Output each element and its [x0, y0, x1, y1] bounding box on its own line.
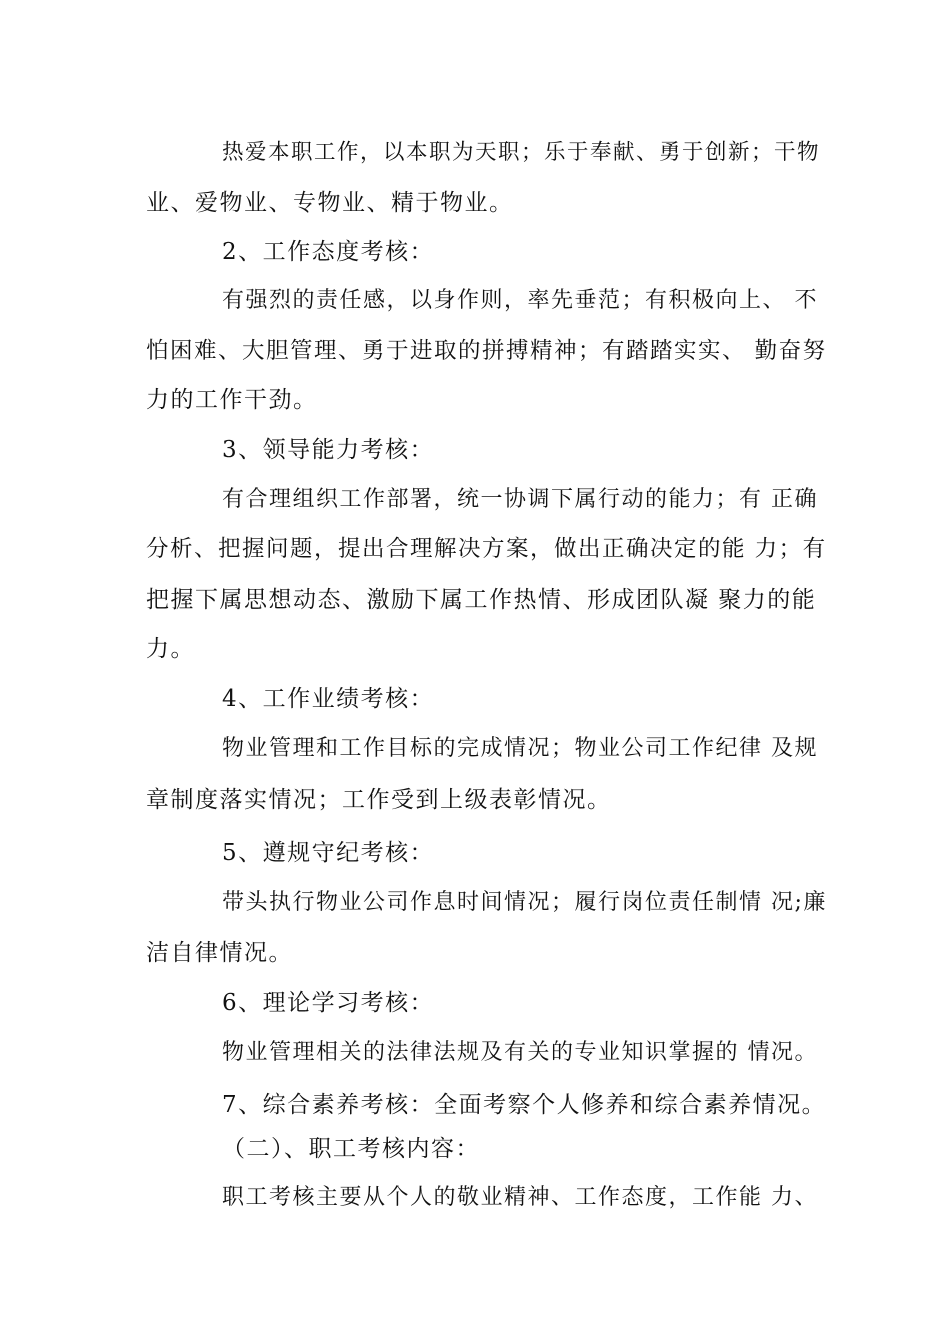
- paragraph-line: 带头执行物业公司作息时间情况；履行岗位责任制情 况;廉: [222, 890, 827, 915]
- paragraph-line: 职工考核主要从个人的敬业精神、工作态度，工作能 力、: [222, 1185, 818, 1210]
- section-heading: （二）、职工考核内容：: [222, 1136, 480, 1162]
- section-heading: 6、理论学习考核：: [222, 990, 435, 1016]
- paragraph-line: 力的工作干劲。: [146, 387, 318, 413]
- section-heading: 2、工作态度考核：: [222, 239, 435, 265]
- paragraph-line: 热爱本职工作，以本职为天职；乐于奉献、勇于创新；干物: [222, 140, 821, 165]
- paragraph-line: 力。: [146, 636, 195, 662]
- paragraph-line: 业、爱物业、专物业、精于物业。: [146, 190, 514, 216]
- section-heading: 5、遵规守纪考核：: [222, 840, 435, 866]
- paragraph-line: 怕困难、大胆管理、勇于进取的拼搏精神；有踏踏实实、 勤奋努: [146, 338, 827, 364]
- paragraph-line: 洁自律情况。: [146, 940, 293, 966]
- paragraph-line: 把握下属思想动态、激励下属工作热情、形成团队凝 聚力的能: [146, 587, 817, 613]
- section-heading: 7、综合素养考核：全面考察个人修养和综合素养情况。: [222, 1092, 827, 1118]
- paragraph-line: 物业管理相关的法律法规及有关的专业知识掌握的 情况。: [222, 1040, 818, 1065]
- paragraph-line: 分析、把握问题，提出合理解决方案，做出正确决定的能 力；有: [146, 536, 827, 562]
- paragraph-line: 有合理组织工作部署，统一协调下属行动的能力；有 正确: [222, 487, 818, 512]
- section-heading: 3、领导能力考核：: [222, 437, 435, 463]
- paragraph-line: 章制度落实情况；工作受到上级表彰情况。: [146, 787, 612, 813]
- section-heading: 4、工作业绩考核：: [222, 686, 435, 712]
- paragraph-line: 物业管理和工作目标的完成情况；物业公司工作纪律 及规: [222, 736, 818, 761]
- paragraph-line: 有强烈的责任感，以身作则，率先垂范；有积极向上、 不: [222, 288, 818, 313]
